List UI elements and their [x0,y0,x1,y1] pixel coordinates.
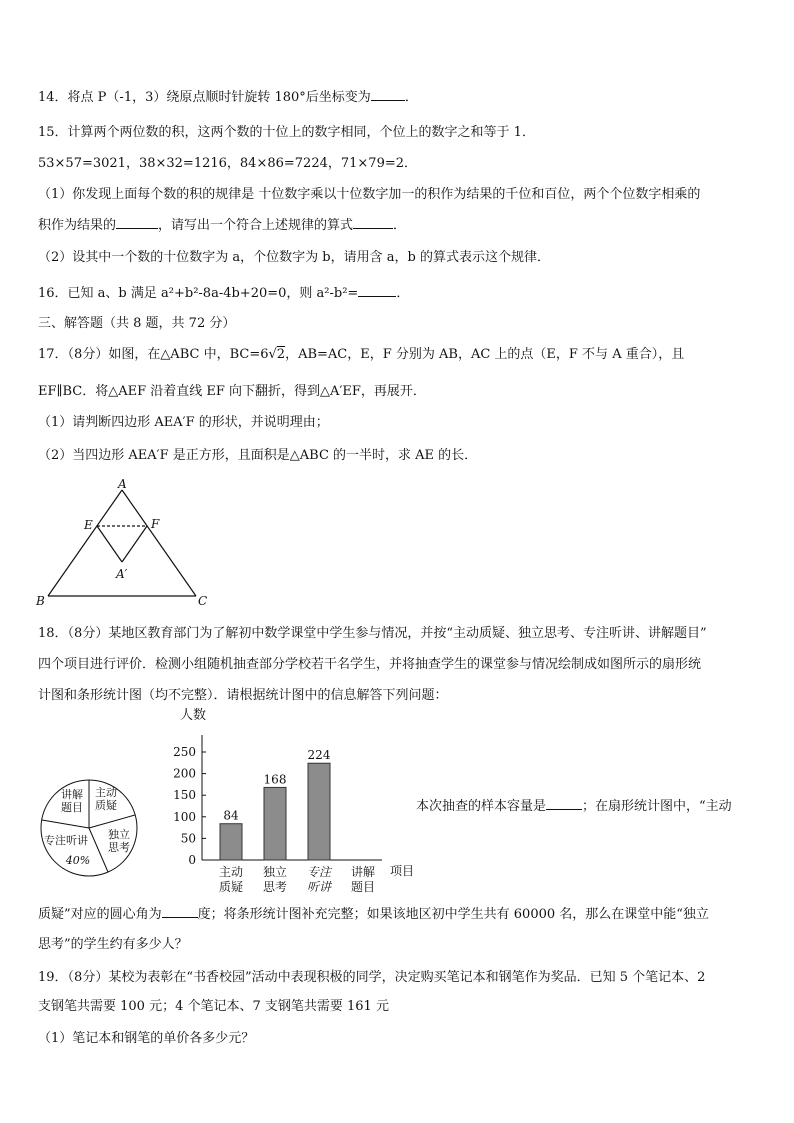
q18-side-text [416,797,732,816]
q18-line1: 18．（8分）某地区教育部门为了解初中数学课堂中学生参与情况，并按“主动质疑、独立思考、专注听讲、讲解题目” [38,626,707,641]
segment-ea2 [97,526,122,562]
pie-label-question-2: 质疑 [95,799,117,812]
q16-blank [358,284,396,297]
pie-label-explain-2: 题目 [61,801,83,814]
side-ac [122,490,196,596]
pie-label-question-1: 主动 [95,786,117,799]
q19-line2: 支钢笔共需要 100 元；4 个笔记本、7 支钢笔共需要 161 元 [38,999,389,1014]
bar-value-label: 84 [223,808,239,823]
x-tick-label: 独立 [262,865,288,879]
section-3-heading: 三、解答题（共 8 题，共 72 分） [38,316,236,331]
bar-value-label: 224 [307,748,331,763]
bar-chart [160,705,420,895]
question-16 [38,284,409,303]
q15-part1-line2 [38,216,406,235]
q18-blank-sample [546,797,582,810]
q14-text: 14．将点 P（-1，3）绕原点顺时针旋转 180°后坐标变为 [38,90,371,105]
bar-value-label: 168 [263,772,287,787]
y-tick-label: 150 [173,788,196,803]
bar-ylabel: 人数 [180,708,207,723]
q14-end: ． [404,90,418,105]
bar [264,787,286,860]
q17-line2: EF∥BC．将△AEF 沿着直线 EF 向下翻折，得到△A′EF，再展开． [38,384,426,399]
pie-label-percent: 40% [65,854,91,867]
q18-blank-angle [162,905,198,918]
x-tick-label: 专注 [306,865,332,879]
bar [308,763,330,860]
y-tick-label: 200 [173,766,196,781]
q18-line4 [38,905,709,924]
q19-part1: （1）笔记本和钢笔的单价各多少元？ [38,1031,255,1046]
triangle-figure [30,478,220,608]
question-14 [38,88,418,107]
q17-line1 [38,346,684,364]
label-a: A [118,478,127,491]
q18-line4-post: 度；将条形统计图补充完整；如果该地区初中学生共有 60000 名，那么在课堂中能“独立 [197,907,709,922]
q15-blank-1 [116,216,158,229]
q15-part1-pre: 积作为结果的 [38,218,117,233]
label-b: B [36,594,45,608]
q15-line1: 15．计算两个两位数的积，这两个数的十位上的数字相同，个位上的数字之和等于 1． [38,125,535,140]
q17-line1-pre: 17．（8分）如图，在△ABC 中，BC=6 [38,347,269,362]
q15-blank-2 [353,216,393,229]
pie-divider-right [89,815,135,828]
q16-end: ． [396,286,410,301]
sqrt-radicand: 2 [276,347,286,362]
x-tick-label: 听讲 [306,880,332,894]
label-a-prime: A′ [116,567,128,581]
q17-line1-post: ，AB=AC，E，F 分别为 AB，AC 上的点（E，F 不与 A 重合），且 [285,347,685,362]
x-tick-label: 质疑 [218,880,244,894]
q18-side-pre: 本次抽查的样本容量是 [416,799,547,814]
pie-label-listen: 专注听讲 [44,834,88,847]
q14-blank [371,88,405,101]
y-tick-label: 250 [173,745,196,759]
label-f: F [151,517,160,531]
y-tick-label: 100 [173,809,196,824]
x-tick-label: 思考 [262,880,288,894]
pie-label-think-1: 独立 [108,828,130,841]
q18-side-post: ；在扇形统计图中，“主动 [582,799,732,814]
q18-line5: 思考”的学生约有多少人？ [38,937,188,952]
q18-line3: 计图和条形统计图（均不完整）．请根据统计图中的信息解答下列问题： [38,688,448,703]
pie-divider-left [42,820,89,828]
label-e: E [84,518,93,532]
q18-line4-pre: 质疑”对应的圆心角为 [38,907,162,922]
x-tick-label: 题目 [350,880,376,894]
segment-fa2 [122,526,147,562]
q19-line1: 19．（8分）某校为表彰在“书香校园”活动中表现积极的同学，决定购买笔记本和钢笔作为奖品．已知 5 个笔记本、2 [38,970,706,985]
pie-label-explain-1: 讲解 [61,788,83,801]
y-tick-label: 50 [180,831,196,846]
q15-part1-mid: ，请写出一个符合上述规律的算式 [158,218,354,233]
y-tick-label: 0 [188,853,196,867]
q16-text: 16．已知 a、b 满足 a²+b²-8a-4b+20=0，则 a²-b²= [38,286,359,301]
bar [220,824,242,860]
q18-line2: 四个项目进行评价．检测小组随机抽查部分学校若干名学生，并将抽查学生的课堂参与情况绘制成如图所示的扇形统 [38,657,702,672]
side-ab [48,490,122,596]
x-tick-label: 讲解 [350,865,376,879]
q17-part1: （1）请判断四边形 AEA′F 的形状，并说明理由； [38,415,329,430]
pie-chart [34,778,144,878]
q15-line2: 53×57=3021，38×32=1216，84×86=7224，71×79=2． [38,156,417,171]
pie-divider-bottom [89,828,108,872]
q15-part1-line1: （1）你发现上面每个数的积的规律是 十位数字乘以十位数字加一的积作为结果的千位和百位，两个个位数字相乘的 [38,187,701,202]
sqrt-symbol: √2 [268,347,286,362]
q15-part1-end: ． [393,218,407,233]
q15-part2: （2）设其中一个数的十位数字为 a，个位数字为 b，请用含 a，b 的算式表示这个规律． [38,250,550,265]
pie-label-think-2: 思考 [108,841,130,854]
x-tick-label: 主动 [218,865,244,879]
bar-xlabel: 项目 [390,864,415,878]
q17-part2: （2）当四边形 AEA′F 是正方形，且面积是△ABC 的一半时，求 AE 的长． [38,448,478,463]
label-c: C [198,594,208,608]
